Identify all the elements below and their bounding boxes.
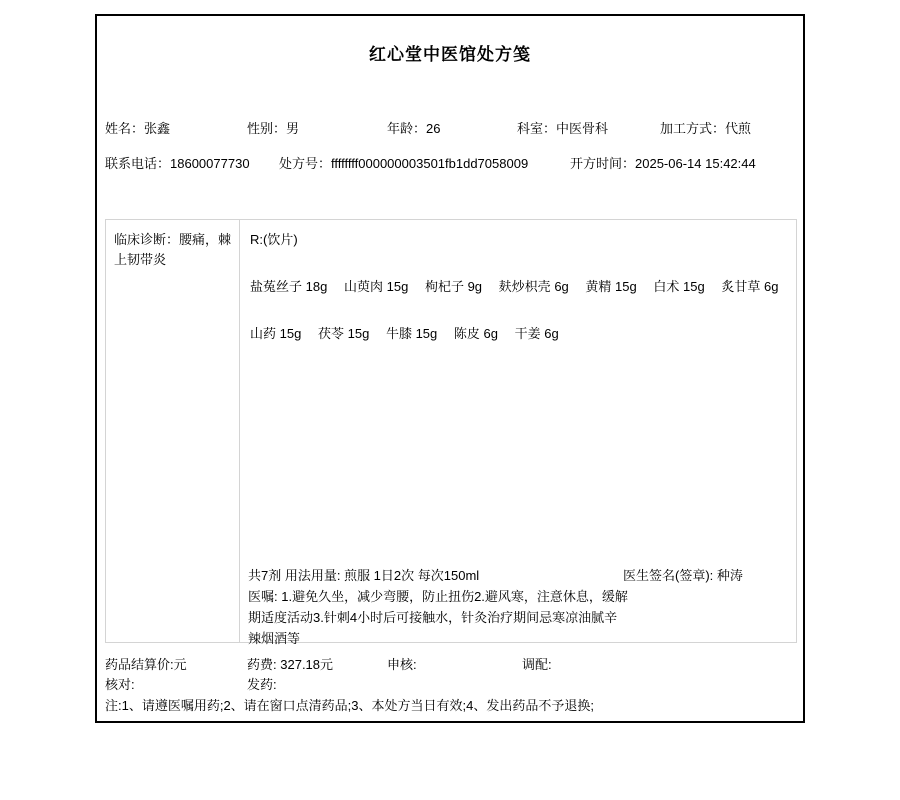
- medical-advice: 医嘱: 1.避免久坐，减少弯腰，防止扭伤2.避风寒，注意休息，缓解期适度活动3.针刺4小时后可接触水，针灸治疗期间忌寒凉油腻辛辣烟酒等: [248, 589, 628, 646]
- herb-item: [318, 326, 369, 341]
- footer-row-2: [97, 674, 803, 692]
- phone-field: [105, 153, 250, 172]
- herb-name: 牛膝: [385, 326, 412, 341]
- fee-value: 327.18元: [280, 657, 334, 672]
- herb-dose: 15g: [683, 279, 705, 294]
- herb-item: [499, 279, 569, 294]
- herb-dose: 15g: [279, 326, 302, 341]
- herb-name: 黄精: [585, 279, 612, 294]
- herb-dose: 6g: [483, 326, 499, 341]
- settle-price-field: 药品结算价:元: [105, 657, 187, 672]
- diagnosis-value: 腰痛，棘上韧带炎: [114, 232, 232, 267]
- herb-name: 干姜: [514, 326, 541, 341]
- department-value: 中医骨科: [556, 121, 609, 136]
- herb-item: [250, 326, 301, 341]
- prescription-content: [240, 220, 796, 646]
- prescription-footer-block: [248, 565, 796, 649]
- herb-item: [454, 326, 498, 341]
- phone-label: 联系电话：: [105, 156, 171, 171]
- fee-field: [247, 654, 333, 673]
- review-field: 申核:: [387, 657, 417, 672]
- herb-item: [721, 279, 778, 294]
- herb-name: 枸杞子: [424, 279, 464, 294]
- herb-dose: 9g: [467, 279, 483, 294]
- dispense-field: 发药:: [247, 677, 277, 692]
- herb-name: 茯苓: [317, 326, 344, 341]
- rx-header: R:(饮片): [250, 232, 298, 247]
- patient-age-value: 26: [426, 121, 441, 136]
- herb-item: [386, 326, 437, 341]
- department-label: 科室：: [517, 121, 557, 136]
- herb-name: 白术: [653, 279, 680, 294]
- doctor-signature-label: 医生签名(签章):: [623, 568, 714, 583]
- herb-item: [250, 279, 327, 294]
- herb-item: [515, 326, 559, 341]
- clinical-diagnosis: [106, 220, 240, 642]
- prescription-box: [105, 219, 797, 646]
- processing-method-field: [660, 118, 751, 137]
- herb-dose: 15g: [386, 279, 409, 294]
- herb-name: 陈皮: [453, 326, 480, 341]
- patient-gender-label: 性别：: [247, 121, 287, 136]
- department-field: [517, 118, 608, 137]
- footer-row-1: [97, 654, 803, 672]
- prescription-number-label: 处方号：: [279, 156, 332, 171]
- herb-name: 盐菟丝子: [250, 279, 303, 294]
- herb-dose: 6g: [544, 326, 559, 341]
- herb-name: 山萸肉: [343, 279, 383, 294]
- patient-age-field: [387, 118, 440, 137]
- herb-item: [344, 279, 408, 294]
- herb-line-2: [250, 323, 572, 342]
- issue-time-value: 2025-06-14 15:42:44: [635, 156, 756, 171]
- patient-info-row-2: [97, 153, 803, 170]
- page-title: 红心堂中医馆处方笺: [369, 45, 531, 64]
- prescription-number-value: ffffffff000000003501fb1dd7058009: [331, 156, 529, 171]
- check-field: 核对:: [105, 677, 135, 692]
- prescription-sheet: [95, 14, 805, 723]
- herb-name: 山药: [250, 326, 277, 341]
- herb-line-1: [250, 276, 791, 295]
- processing-method-label: 加工方式：: [660, 121, 726, 136]
- patient-name-value: 张鑫: [144, 121, 171, 136]
- fee-label: 药费:: [247, 657, 277, 672]
- herb-dose: 15g: [415, 326, 438, 341]
- patient-age-label: 年龄：: [387, 121, 427, 136]
- herb-dose: 18g: [305, 279, 328, 294]
- doctor-signature: [623, 565, 743, 586]
- issue-time-label: 开方时间：: [570, 156, 636, 171]
- prescription-number-field: [279, 153, 528, 172]
- herb-name: 麸炒枳壳: [498, 279, 551, 294]
- footer-notes-row: [97, 695, 803, 713]
- herb-item: [653, 279, 704, 294]
- doctor-signature-name: 种涛: [716, 568, 743, 583]
- herb-item: [425, 279, 482, 294]
- patient-name-label: 姓名：: [105, 121, 145, 136]
- herb-dose: 6g: [763, 279, 779, 294]
- usage-line: 共7剂 用法用量: 煎服 1日2次 每次150ml: [248, 568, 480, 583]
- usage-row: [248, 565, 796, 586]
- patient-info-row-1: [97, 118, 803, 135]
- herb-item: [585, 279, 636, 294]
- notes-text: 注:1、请遵医嘱用药;2、请在窗口点清药品;3、本处方当日有效;4、发出药品不予退换;: [105, 698, 594, 713]
- diagnosis-label: 临床诊断：: [114, 232, 180, 247]
- herb-dose: 15g: [615, 279, 637, 294]
- herb-dose: 15g: [347, 326, 370, 341]
- processing-method-value: 代煎: [725, 121, 752, 136]
- patient-gender-field: [247, 118, 299, 137]
- herb-dose: 6g: [554, 279, 569, 294]
- phone-value: 18600077730: [170, 156, 250, 171]
- patient-gender-value: 男: [286, 121, 300, 136]
- patient-name-field: [105, 118, 170, 137]
- prepare-field: 调配:: [522, 657, 552, 672]
- issue-time-field: [570, 153, 756, 172]
- herb-name: 炙甘草: [721, 279, 761, 294]
